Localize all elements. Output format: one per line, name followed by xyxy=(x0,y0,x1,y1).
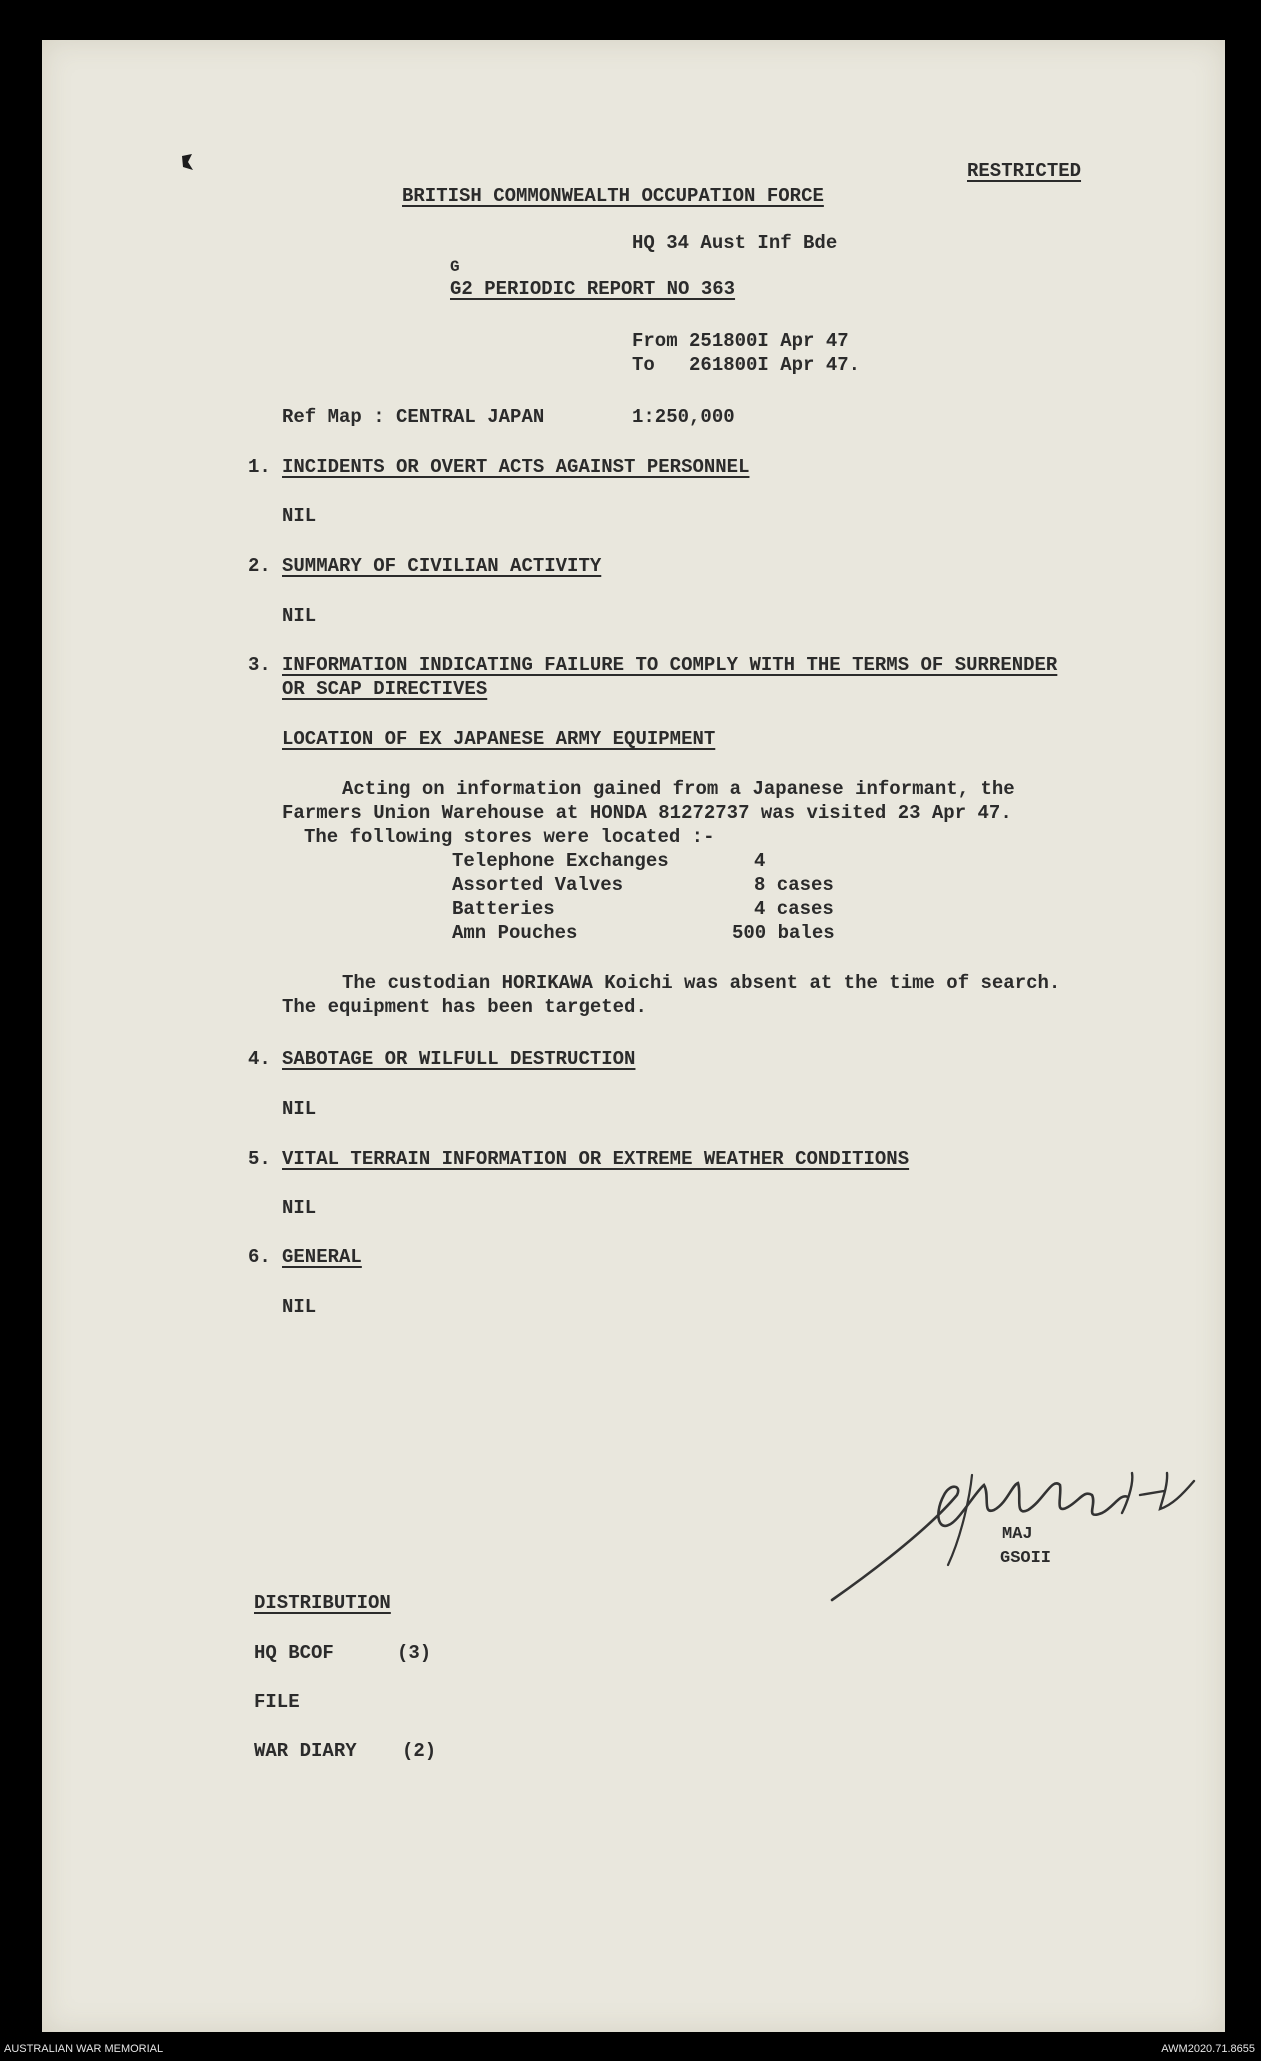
section-3-para1-line2: Farmers Union Warehouse at HONDA 81272737 was visited 23 Apr 47. xyxy=(282,802,1012,824)
period-from: From 251800I Apr 47 xyxy=(632,330,849,352)
hq-line: HQ 34 Aust Inf Bde xyxy=(632,232,838,254)
ref-map-scale: 1:250,000 xyxy=(632,406,735,428)
store-item: Batteries xyxy=(452,898,555,920)
section-3-title-line1: INFORMATION INDICATING FAILURE TO COMPLY WITH THE TERMS OF SURRENDER xyxy=(282,654,1058,676)
report-title: G2 PERIODIC REPORT NO 363 xyxy=(450,278,736,300)
archive-credit: AUSTRALIAN WAR MEMORIAL xyxy=(4,2043,164,2055)
organization-heading: BRITISH COMMONWEALTH OCCUPATION FORCE xyxy=(402,185,824,207)
period-to: To 261800I Apr 47. xyxy=(632,354,861,376)
store-qty: 8 cases xyxy=(754,874,834,896)
section-3-title-line2: OR SCAP DIRECTIVES xyxy=(282,678,488,700)
section-2-number: 2. xyxy=(248,555,271,577)
section-5-body: NIL xyxy=(282,1197,317,1219)
distribution-entry-copies: (2) xyxy=(402,1740,437,1762)
document-page xyxy=(42,40,1225,2032)
store-item: Telephone Exchanges xyxy=(452,850,669,872)
section-5-title: VITAL TERRAIN INFORMATION OR EXTREME WEATHER CONDITIONS xyxy=(282,1148,910,1170)
section-3-para1-line1: Acting on information gained from a Japanese informant, the xyxy=(342,778,1015,800)
section-1-body: NIL xyxy=(282,505,317,527)
section-3-number: 3. xyxy=(248,654,271,676)
archive-reference: AWM2020.71.8655 xyxy=(1161,2043,1255,2055)
store-qty: 500 bales xyxy=(732,922,835,944)
distribution-entry-name: WAR DIARY xyxy=(254,1740,357,1762)
store-item: Assorted Valves xyxy=(452,874,624,896)
section-1-number: 1. xyxy=(248,456,271,478)
section-3-para2-line2: The equipment has been targeted. xyxy=(282,996,647,1018)
section-3-para2-line1: The custodian HORIKAWA Koichi was absent at the time of search. xyxy=(342,972,1061,994)
section-4-number: 4. xyxy=(248,1048,271,1070)
section-6-number: 6. xyxy=(248,1246,271,1268)
paper-mark-decoration xyxy=(178,152,196,174)
store-item: Amn Pouches xyxy=(452,922,578,944)
classification-marking: RESTRICTED xyxy=(967,160,1082,182)
section-2-body: NIL xyxy=(282,605,317,627)
distribution-heading: DISTRIBUTION xyxy=(254,1592,391,1614)
distribution-entry-name: HQ BCOF xyxy=(254,1642,334,1664)
distribution-entry-copies: (3) xyxy=(397,1642,432,1664)
section-4-body: NIL xyxy=(282,1098,317,1120)
distribution-entry-name: FILE xyxy=(254,1691,300,1713)
section-3-subheading: LOCATION OF EX JAPANESE ARMY EQUIPMENT xyxy=(282,728,716,750)
section-6-title: GENERAL xyxy=(282,1246,362,1268)
section-2-title: SUMMARY OF CIVILIAN ACTIVITY xyxy=(282,555,602,577)
section-3-para1-line3: The following stores were located :- xyxy=(304,826,715,848)
section-5-number: 5. xyxy=(248,1148,271,1170)
signature-appointment: GSOII xyxy=(1000,1549,1052,1568)
section-6-body: NIL xyxy=(282,1296,317,1318)
store-qty: 4 cases xyxy=(754,898,834,920)
section-1-title: INCIDENTS OR OVERT ACTS AGAINST PERSONNEL xyxy=(282,456,750,478)
section-4-title: SABOTAGE OR WILFULL DESTRUCTION xyxy=(282,1048,636,1070)
signature-rank: MAJ xyxy=(1002,1525,1033,1544)
ref-map-label: Ref Map : CENTRAL JAPAN xyxy=(282,406,545,428)
file-mark: G xyxy=(450,258,460,276)
store-qty: 4 xyxy=(754,850,766,872)
